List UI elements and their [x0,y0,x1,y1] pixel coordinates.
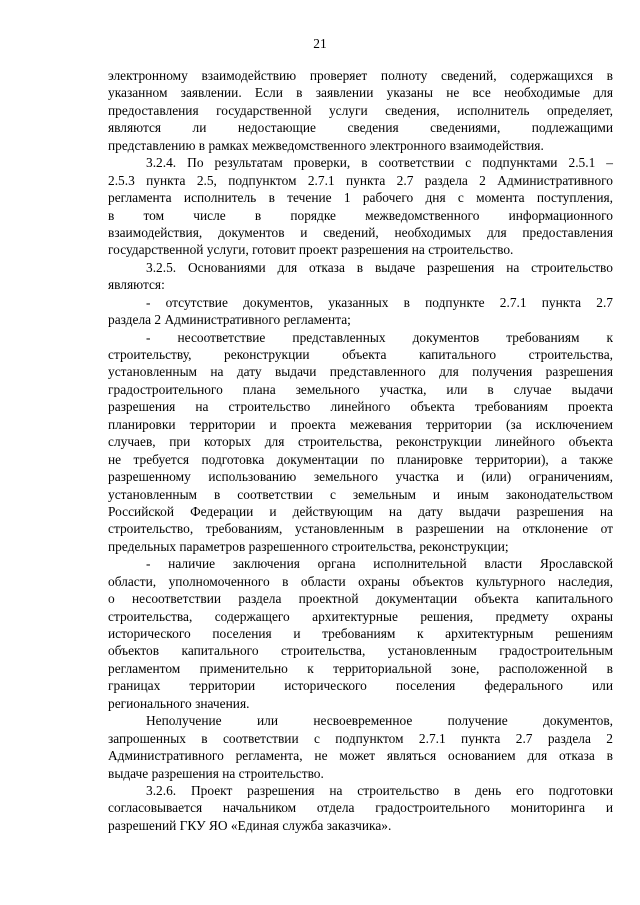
text-line: Неполучение или несвоевременное получение документов, [146,713,613,729]
text-line: представлению в рамках межведомственного электронного взаимодействия. [108,137,544,153]
text-line: Административного регламента, не может являться основанием для отказа в [108,748,613,764]
body-text [108,67,613,834]
text-line: являются ли недостающие сведения сведениями, подлежащими [108,120,613,136]
text-line: согласовывается начальником отдела градостроительного мониторинга и [108,800,613,816]
text-line: 3.2.4. По результатам проверки, в соответствии с подпунктами 2.5.1 – [146,155,613,171]
text-line: строительство, требованиям, установленным в разрешении на отклонение от [108,521,613,537]
text-line: взаимодействия, документов и сведений, необходимых для предоставления [108,224,613,240]
text-line: регламента исполнитель в течение 1 рабочего дня с момента поступления, [108,190,613,206]
text-line: электронному взаимодействию проверяет полноту сведений, содержащихся в [108,68,613,83]
text-line: планировки территории и проекта межевания территории (за исключением [108,416,613,432]
text-line: предельных параметров разрешенного строительства, реконструкции; [108,538,509,554]
text-line: разрешенному использованию земельного участка и (или) ограничениям, [108,469,613,485]
text-line: Российской Федерации и действующим на дату выдачи разрешения на [108,503,613,519]
text-line: строительству, реконструкции объекта капитального строительства, [108,347,613,362]
text-line: - отсутствие документов, указанных в подпункте 2.7.1 пункта 2.7 [146,294,613,310]
text-line: области, уполномоченного в области охраны объектов культурного наследия, [108,573,613,589]
text-line: 2.5.3 пункта 2.5, подпунктом 2.7.1 пункта 2.7 раздела 2 Административного [108,172,613,188]
text-line: о несоответствии раздела проектной документации объекта капитального [108,591,613,607]
text-line: государственной услуги, готовит проект разрешения на строительство. [108,242,514,258]
text-line: 3.2.5. Основаниями для отказа в выдаче разрешения на строительство [146,259,613,275]
text-line: разрешений ГКУ ЯО «Единая служба заказчика». [108,817,392,833]
text-line: - несоответствие представленных документов требованиям к [146,329,613,345]
text-line: - наличие заключения органа исполнительной власти Ярославской [146,556,613,572]
text-line: предоставления государственной услуги сведения, исполнитель определяет, [108,102,613,118]
text-line: строительства, содержащего архитектурные решения, предмету охраны [108,608,613,624]
text-line: разрешения на строительство линейного объекта требованиям проекта [108,399,613,415]
text-line: установленным на дату выдачи представленного для получения разрешения [108,364,613,380]
text-line: случаев, при которых для строительства, реконструкции линейного объекта [108,434,613,450]
page-number: 21 [313,36,327,51]
text-line: в том числе в порядке межведомственного информационного [108,207,613,223]
text-line: регламентом применительно к территориальной зоне, расположенной в [108,660,613,676]
text-line: исторического поселения и требованиям к архитектурным решениям [108,626,613,641]
text-line: объектов капитального строительства, установленным градостроительным [108,643,613,659]
text-line: выдаче разрешения на строительство. [108,765,324,781]
text-line: не требуется подготовка документации по планировке территории), а также [108,451,613,467]
text-line: 3.2.6. Проект разрешения на строительство в день его подготовки [146,782,613,798]
text-line: являются: [108,277,165,293]
text-line: установленным в соответствии с земельным и иным законодательством [108,486,613,502]
text-line: раздела 2 Административного регламента; [108,312,351,328]
text-line: указанном заявлении. Если в заявлении указаны не все необходимые для [108,85,613,101]
text-line: регионального значения. [108,695,250,711]
text-line: границах территории исторического поселения федерального или [108,678,613,694]
text-line: градостроительного плана земельного участка, или в случае выдачи [108,381,613,397]
text-line: запрошенных в соответствии с подпунктом 2.7.1 пункта 2.7 раздела 2 [108,730,613,746]
